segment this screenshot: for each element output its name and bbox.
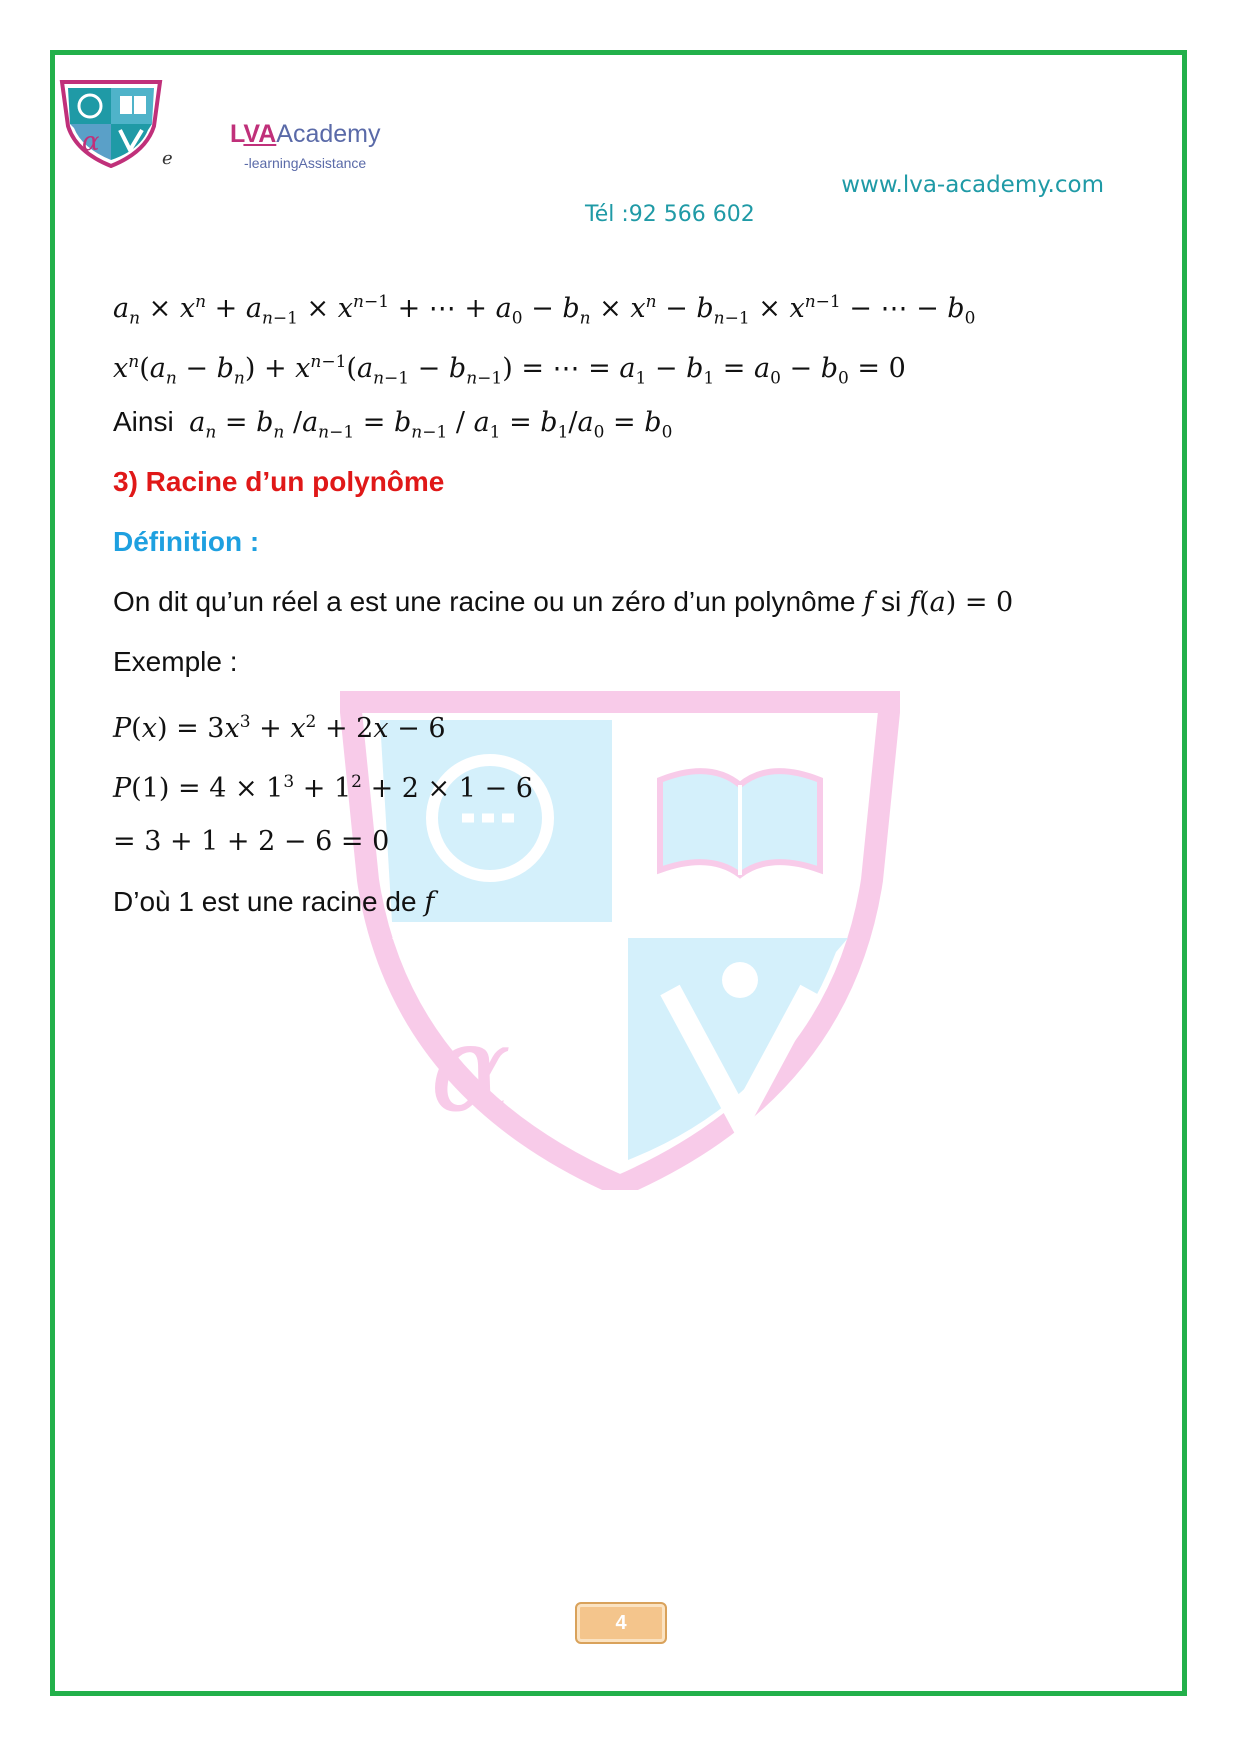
- website-link[interactable]: www.lva-academy.com: [841, 172, 1104, 198]
- conclusion-coefficients: Ainsi $a_n = b_n$ $/a_{n-1} = b_{n-1} / a_1 = b_1/a_0 = b_0$: [113, 406, 673, 443]
- equation-factored: $x^n(a_n - b_n) + x^{n-1}(a_{n-1} - b_{n-1})$ = ⋯ = $a_1 - b_1 = a_0 - b_0 = 0$: [113, 352, 906, 389]
- example-label: Exemple :: [113, 646, 238, 677]
- conclusion-sentence: D’où 1 est une racine de: [113, 886, 417, 917]
- brand-name: [230, 120, 381, 149]
- brand-tagline: -learningAssistance: [244, 155, 367, 171]
- example-conclusion: D’où 1 est une racine de f: [113, 886, 435, 918]
- lva-logo-icon: [58, 78, 164, 168]
- brand-academy: Academy: [276, 120, 381, 148]
- brand-va: VA: [243, 120, 277, 148]
- definition-text: On dit qu’un réel a est une racine ou un zéro d’un polynôme f si f(a) = 0: [113, 586, 1014, 618]
- section-title: 3) Racine d’un polynôme: [113, 466, 445, 497]
- svg-text:α: α: [430, 1000, 512, 1139]
- definition-title: Définition :: [113, 526, 260, 557]
- logo-e-mark: e: [162, 148, 173, 169]
- svg-text:α: α: [82, 127, 100, 157]
- phone-number: Tél :92 566 602: [585, 202, 755, 227]
- ainsi-word: Ainsi: [113, 406, 174, 437]
- brand-l: L: [230, 120, 244, 148]
- equation-difference: $a_n \times x^n + a_{n-1} \times x^{n-1}$ + ⋯ + $a_0 - b_n \times x^n - b_{n-1} \times x^{n-1}$ − ⋯ − $b_0$: [113, 292, 976, 329]
- example-evaluation: $P(1) = 4 \times 1^3 + 1^2 + 2 \times 1 - 6$: [113, 772, 533, 804]
- main-content: [113, 272, 1123, 932]
- page-number-badge: 4: [575, 1602, 667, 1644]
- example-result: = 3 + 1 + 2 − 6 = 0: [113, 826, 390, 857]
- definition-sentence: On dit qu’un réel a est une racine ou un zéro d’un polynôme: [113, 586, 856, 617]
- example-polynomial: $P(x) = 3x^3 + x^2 + 2x - 6$: [113, 712, 446, 744]
- definition-si: si: [881, 586, 902, 617]
